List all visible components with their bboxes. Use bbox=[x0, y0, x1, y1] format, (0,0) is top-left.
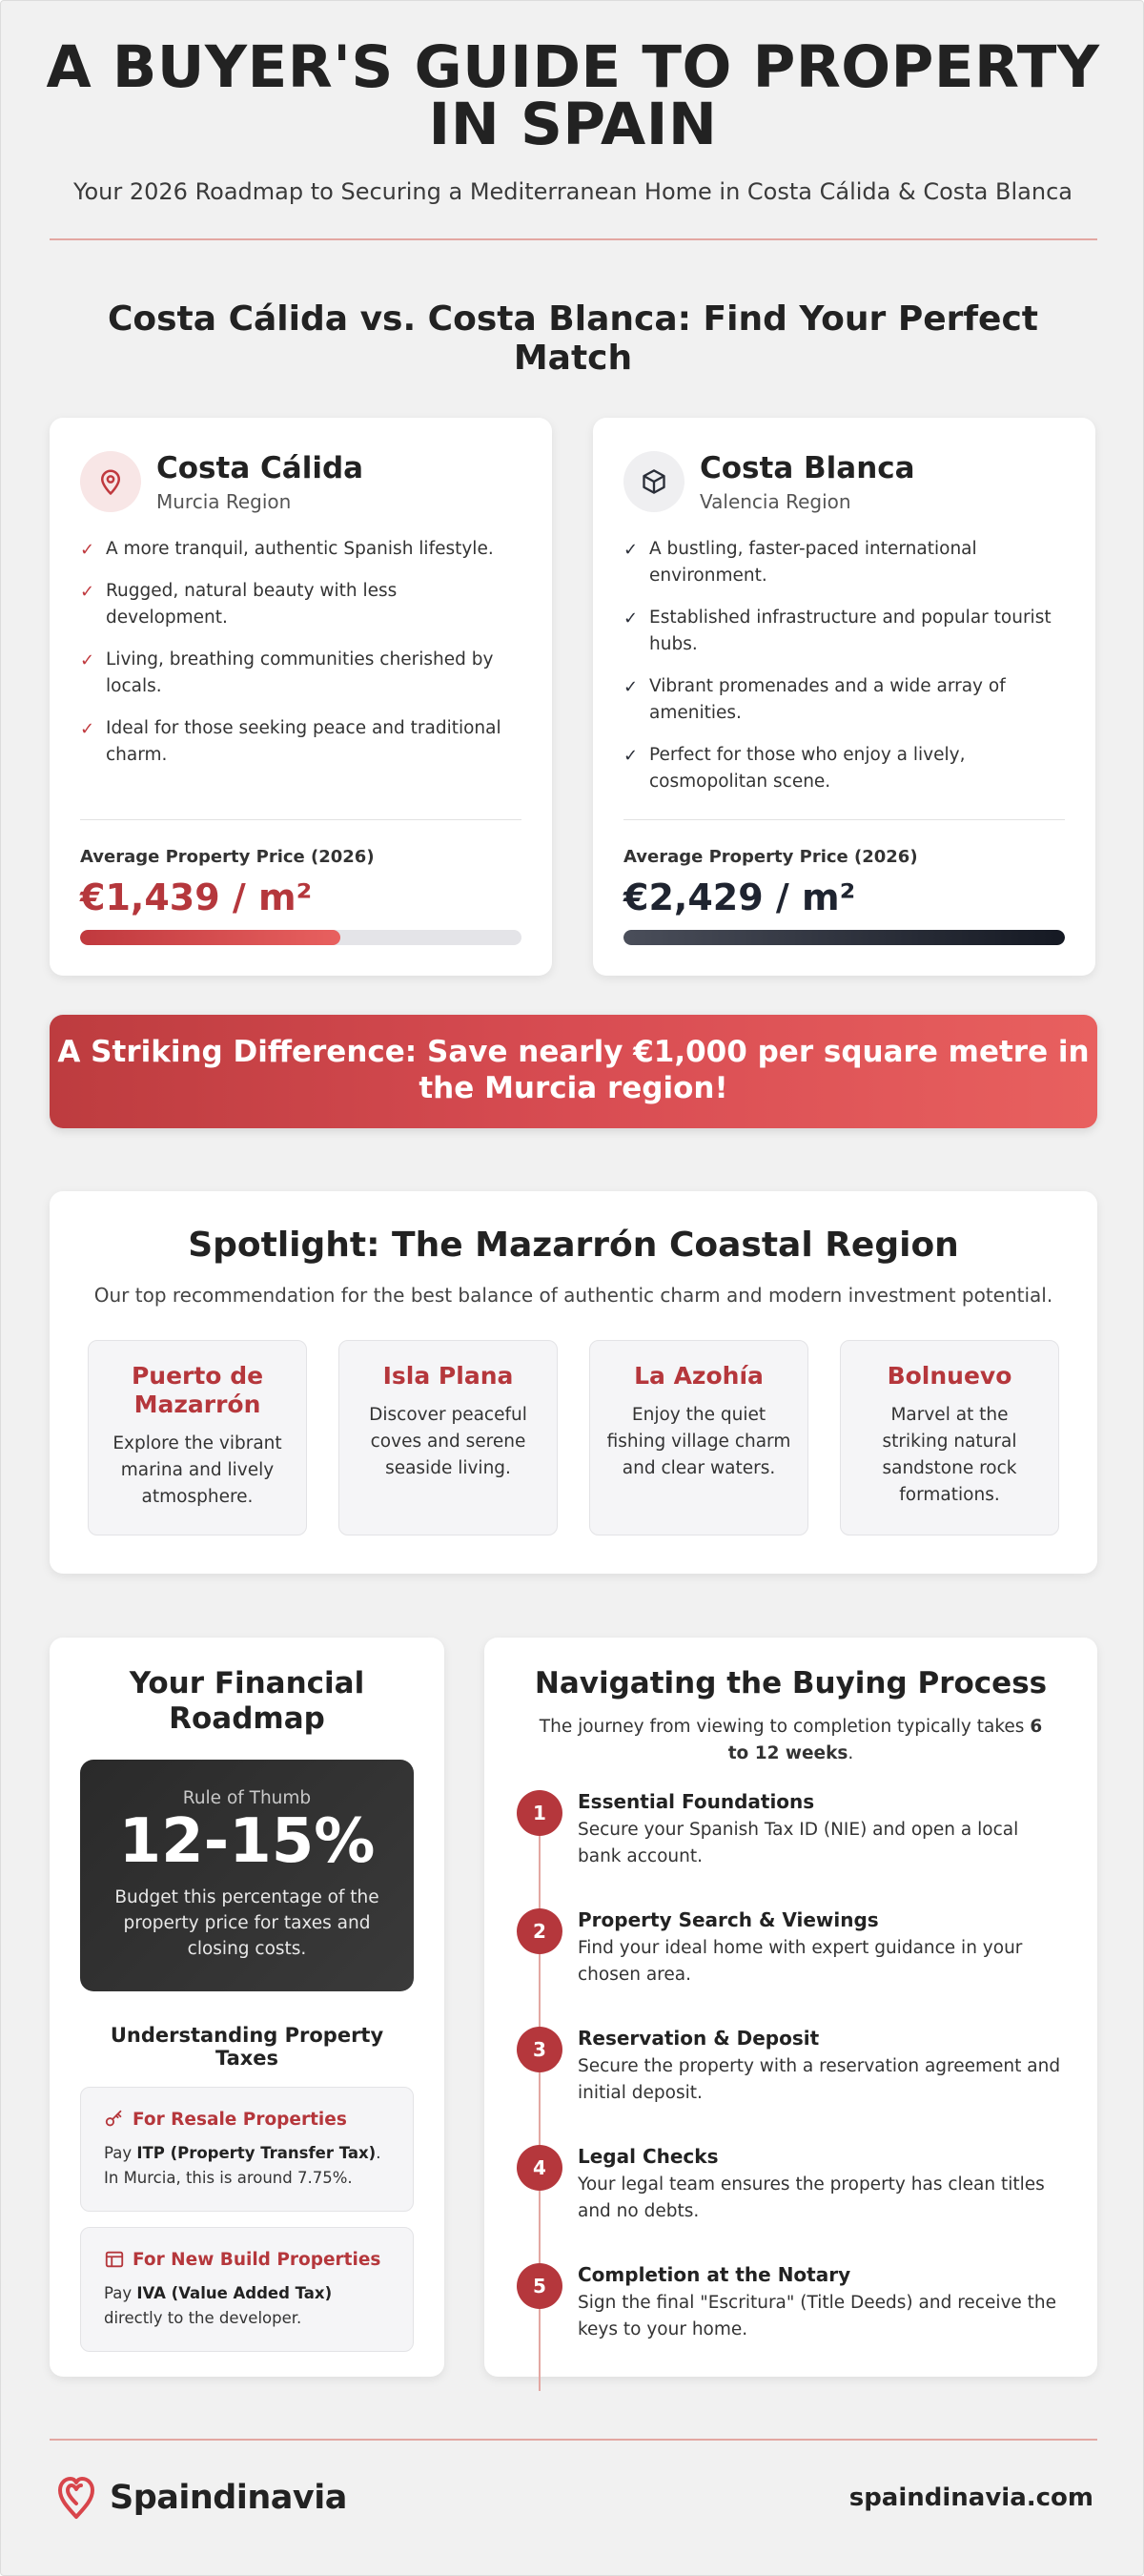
step-title: Completion at the Notary bbox=[578, 2263, 851, 2286]
page-subtitle: Your 2026 Roadmap to Securing a Mediterranean Home in Costa Cálida & Costa Blanca bbox=[73, 178, 1072, 205]
website-link[interactable]: spaindinavia.com bbox=[848, 2483, 1093, 2512]
step-number: 5 bbox=[517, 2263, 562, 2309]
step-title: Essential Foundations bbox=[578, 1790, 815, 1813]
location-description: Marvel at the striking natural sandstone rock formations. bbox=[882, 1405, 1017, 1505]
check-icon: ✓ bbox=[80, 582, 95, 602]
price-bar-fill bbox=[623, 930, 1065, 945]
step-number: 1 bbox=[517, 1790, 562, 1836]
step-description: Secure the property with a reservation agreement and initial deposit. bbox=[578, 2056, 1061, 2103]
process-step bbox=[517, 2027, 1065, 2122]
price-bar bbox=[623, 930, 1065, 945]
list-item: ✓ Established infrastructure and popular tourist hubs. bbox=[623, 608, 1052, 654]
location-description: Enjoy the quiet fishing village charm and clear waters. bbox=[606, 1405, 791, 1478]
step-description: Sign the final "Escritura" (Title Deeds) and receive the keys to your home. bbox=[578, 2293, 1057, 2339]
price-bar bbox=[80, 930, 521, 945]
list-item: ✓ Living, breathing communities cherished by locals. bbox=[80, 649, 494, 696]
rule-label: Rule of Thumb bbox=[182, 1788, 312, 1808]
step-number: 2 bbox=[517, 1908, 562, 1954]
step-title: Reservation & Deposit bbox=[578, 2027, 820, 2050]
location-description: Discover peaceful coves and serene seaside living. bbox=[369, 1405, 527, 1478]
region-subtitle: Valencia Region bbox=[700, 490, 851, 513]
list-item: ✓ Vibrant promenades and a wide array of amenities. bbox=[623, 676, 1006, 723]
region-name: Costa Cálida bbox=[156, 451, 364, 485]
brand-name: Spaindinavia bbox=[110, 2479, 347, 2517]
tax-box-title: For Resale Properties bbox=[133, 2109, 347, 2130]
resale-tax-box bbox=[80, 2087, 414, 2212]
header-divider bbox=[50, 238, 1097, 240]
location-name: Bolnuevo bbox=[887, 1362, 1012, 1390]
list-item: ✓ Perfect for those who enjoy a lively, cosmopolitan scene. bbox=[623, 745, 966, 792]
check-icon: ✓ bbox=[623, 540, 639, 560]
step-number: 4 bbox=[517, 2145, 562, 2191]
rule-value: 12-15% bbox=[118, 1806, 376, 1877]
cube-icon bbox=[623, 451, 684, 512]
check-icon: ✓ bbox=[80, 650, 95, 670]
process-subtitle: The journey from viewing to completion typically takes 6 to 12 weeks. bbox=[539, 1717, 1043, 1763]
card-divider bbox=[80, 819, 521, 820]
location-name: Isla Plana bbox=[382, 1362, 514, 1390]
process-step bbox=[517, 1790, 1065, 1886]
step-title: Legal Checks bbox=[578, 2145, 719, 2168]
region-name: Costa Blanca bbox=[700, 451, 915, 485]
map-pin-icon bbox=[80, 451, 141, 512]
check-icon: ✓ bbox=[623, 608, 639, 629]
card-divider bbox=[623, 819, 1065, 820]
rule-description: Budget this percentage of the property price for taxes and closing costs. bbox=[114, 1887, 379, 1959]
region-card-costa-blanca bbox=[593, 418, 1095, 976]
tax-box-title: For New Build Properties bbox=[133, 2249, 381, 2270]
location-card bbox=[88, 1340, 307, 1535]
price-value: €1,439 / m² bbox=[80, 876, 313, 918]
location-name: La Azohía bbox=[634, 1362, 764, 1390]
buying-process-card bbox=[484, 1638, 1097, 2377]
check-icon: ✓ bbox=[623, 746, 639, 766]
process-step bbox=[517, 2263, 1065, 2359]
comparison-title: Costa Cálida vs. Costa Blanca: Find Your Perfect Match bbox=[107, 299, 1039, 378]
feature-list bbox=[80, 536, 521, 769]
check-icon: ✓ bbox=[623, 677, 639, 697]
list-item: ✓ A bustling, faster-paced international environment. bbox=[623, 539, 977, 586]
tax-box-text: Pay ITP (Property Transfer Tax). In Murcia, this is around 7.75%. bbox=[104, 2144, 381, 2187]
spotlight-subtitle: Our top recommendation for the best balance of authentic charm and modern investment potential. bbox=[93, 1284, 1053, 1307]
location-description: Explore the vibrant marina and lively atmosphere. bbox=[112, 1433, 282, 1507]
spotlight-card bbox=[50, 1191, 1097, 1574]
step-number: 3 bbox=[517, 2027, 562, 2072]
region-subtitle: Murcia Region bbox=[156, 490, 292, 513]
step-description: Secure your Spanish Tax ID (NIE) and open a local bank account. bbox=[578, 1820, 1019, 1866]
logo-heart-pin-icon bbox=[56, 2475, 96, 2521]
list-item: ✓ Rugged, natural beauty with less development. bbox=[80, 581, 398, 628]
location-card bbox=[589, 1340, 808, 1535]
step-description: Your legal team ensures the property has clean titles and no debts. bbox=[578, 2174, 1045, 2221]
tax-box-text: Pay IVA (Value Added Tax) directly to the developer. bbox=[104, 2284, 333, 2327]
check-icon: ✓ bbox=[80, 540, 95, 560]
location-card bbox=[840, 1340, 1059, 1535]
list-item: ✓ Ideal for those seeking peace and traditional charm. bbox=[80, 718, 501, 765]
price-bar-fill bbox=[80, 930, 340, 945]
savings-banner: A Striking Difference: Save nearly €1,000 per square metre in the Murcia region! bbox=[50, 1015, 1097, 1128]
price-value: €2,429 / m² bbox=[623, 876, 856, 918]
process-step bbox=[517, 2145, 1065, 2240]
key-icon bbox=[104, 2109, 125, 2130]
price-label: Average Property Price (2026) bbox=[80, 847, 375, 867]
financial-roadmap-card bbox=[50, 1638, 444, 2377]
feature-list bbox=[623, 536, 1065, 795]
building-icon bbox=[104, 2249, 125, 2270]
footer-divider bbox=[50, 2439, 1097, 2441]
location-name: Puerto de Mazarrón bbox=[131, 1362, 264, 1418]
process-step bbox=[517, 1908, 1065, 2004]
spotlight-title: Spotlight: The Mazarrón Coastal Region bbox=[188, 1226, 959, 1265]
financial-title: Your Financial Roadmap bbox=[129, 1666, 365, 1736]
region-card-costa-calida bbox=[50, 418, 552, 976]
check-icon: ✓ bbox=[80, 719, 95, 739]
step-description: Find your ideal home with expert guidance in your chosen area. bbox=[578, 1938, 1023, 1985]
process-title: Navigating the Buying Process bbox=[534, 1666, 1048, 1700]
brand-logo[interactable] bbox=[56, 2475, 347, 2521]
page-title: A BUYER'S GUIDE TO PROPERTY IN SPAIN bbox=[46, 33, 1100, 158]
step-title: Property Search & Viewings bbox=[578, 1908, 879, 1931]
list-item: ✓ A more tranquil, authentic Spanish lifestyle. bbox=[80, 536, 521, 563]
new-build-tax-box bbox=[80, 2227, 414, 2352]
taxes-title: Understanding Property Taxes bbox=[110, 2024, 384, 2070]
rule-of-thumb-box bbox=[80, 1760, 414, 1991]
location-card bbox=[338, 1340, 558, 1535]
price-label: Average Property Price (2026) bbox=[623, 847, 918, 867]
